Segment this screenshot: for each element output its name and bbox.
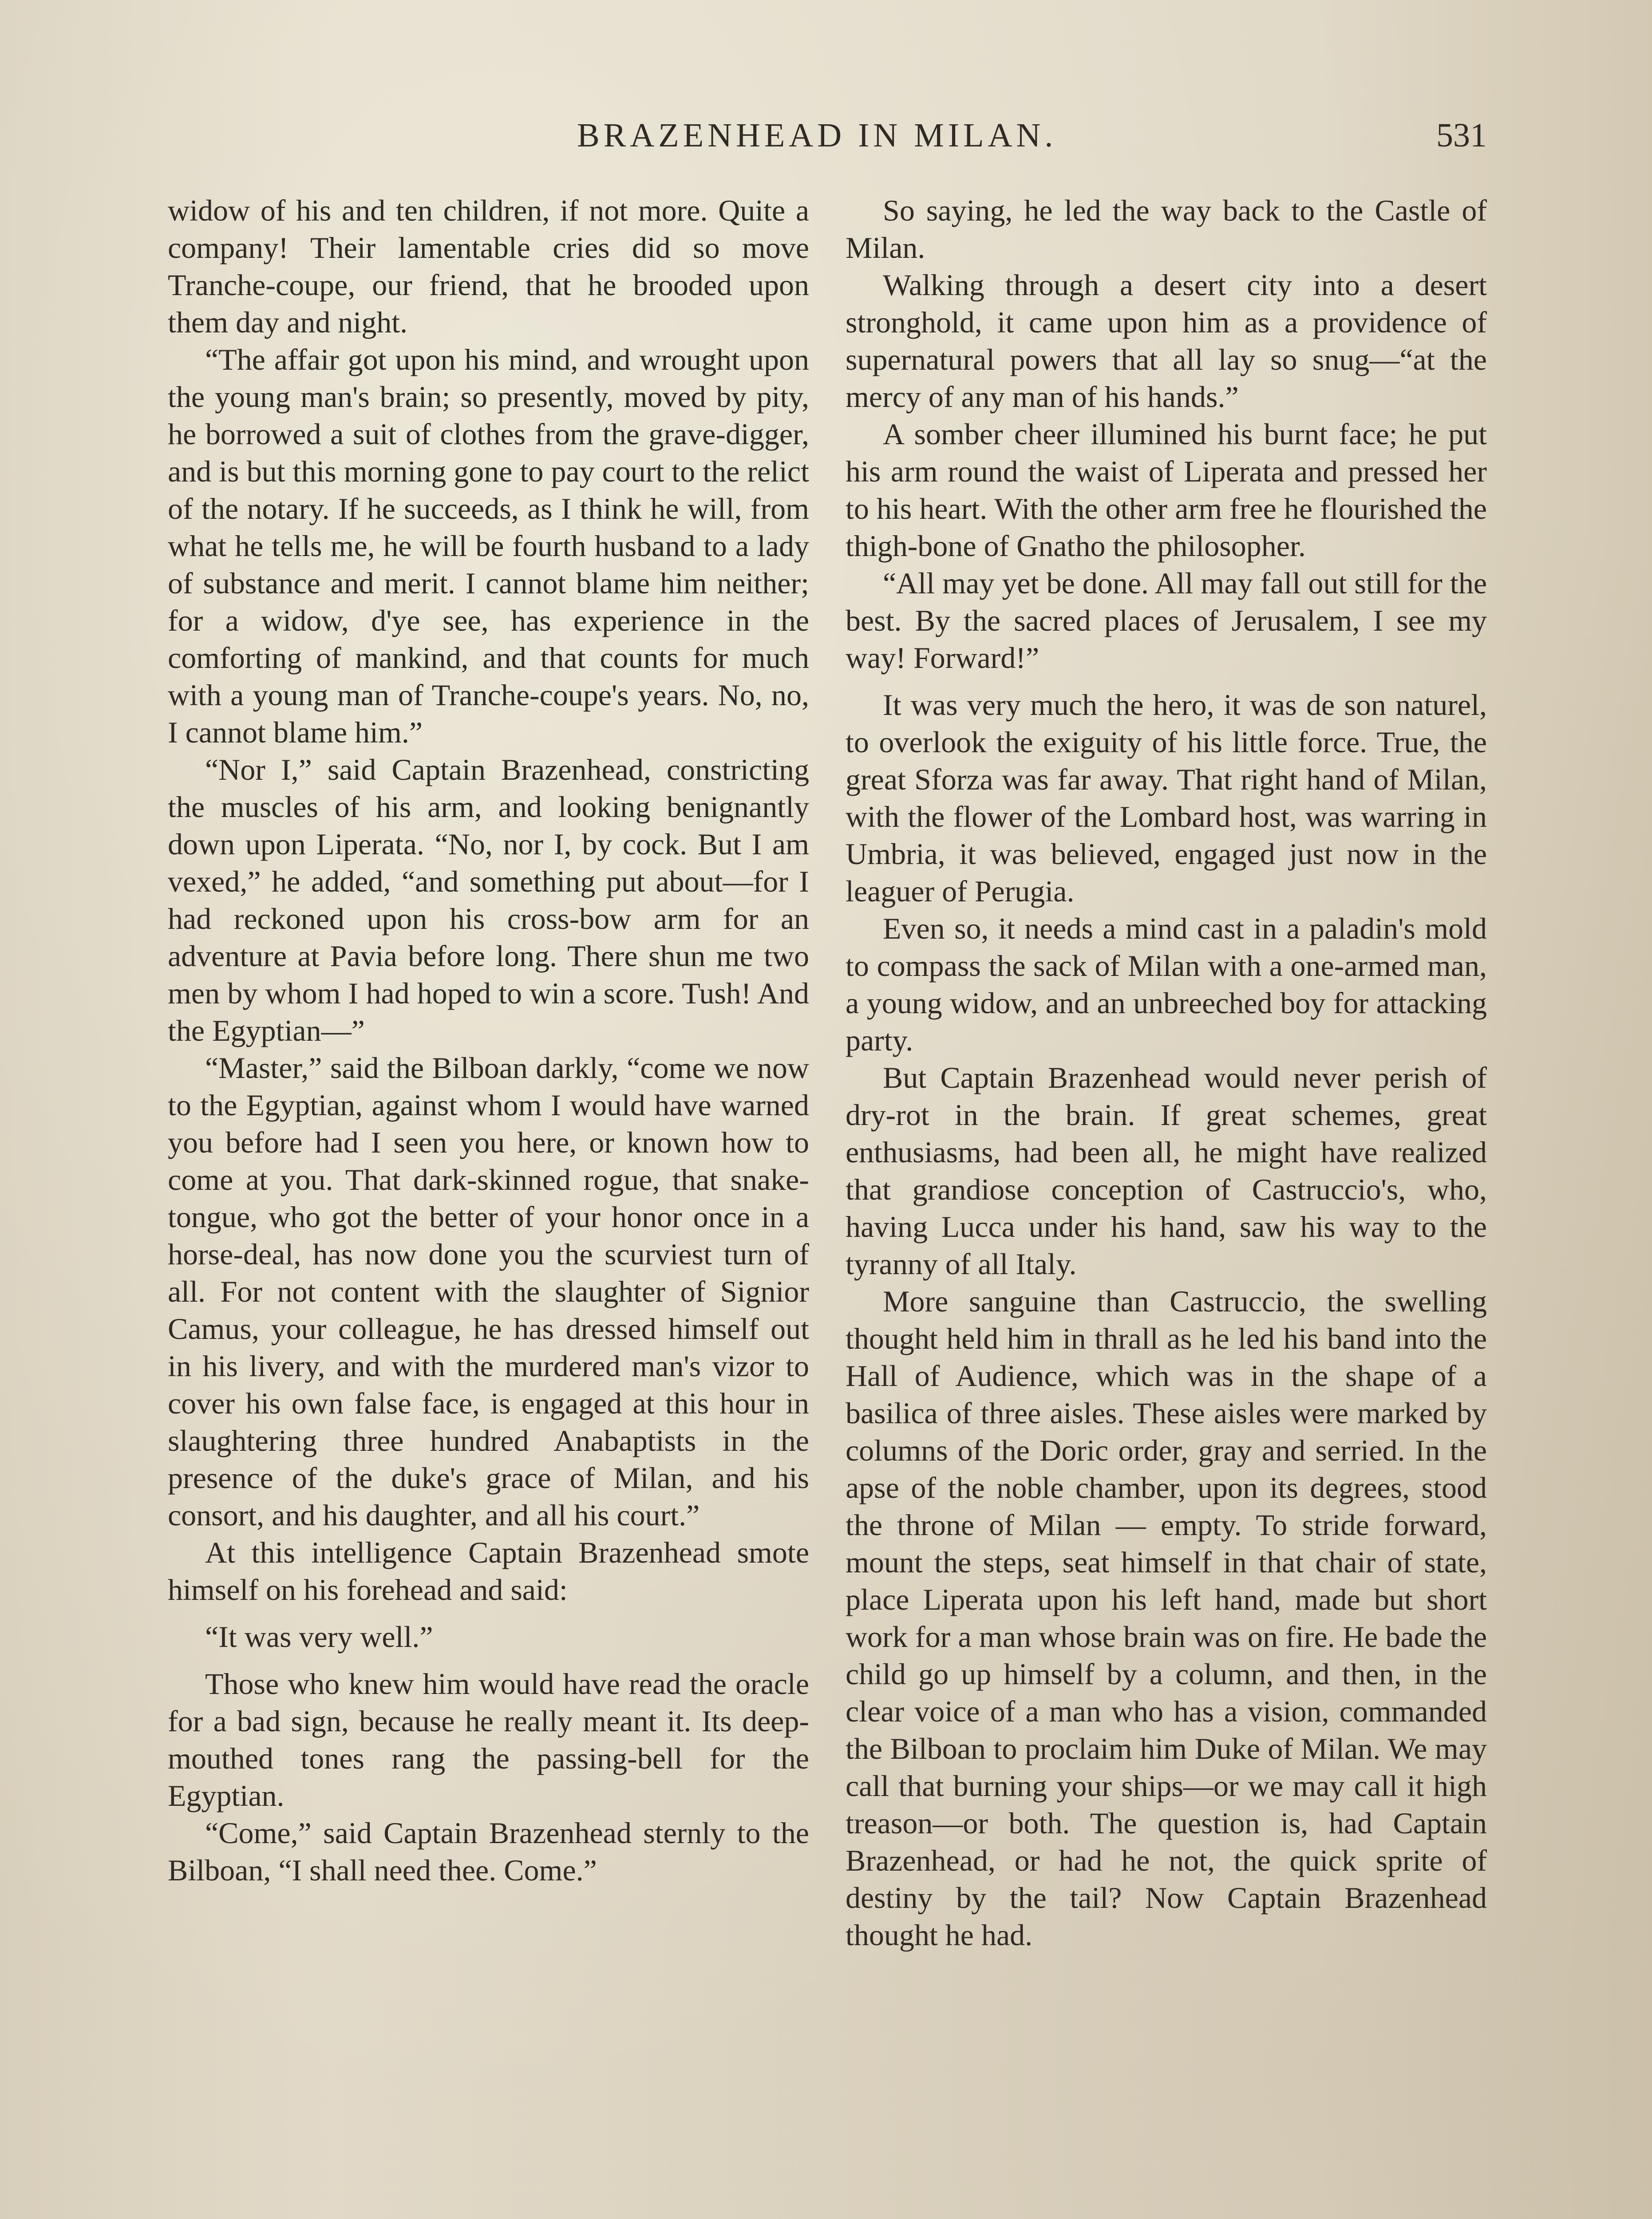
running-header	[169, 116, 1487, 165]
page-number: 531	[1436, 117, 1487, 154]
paragraph: widow of his and ten children, if not more. Quite a company! Their lamentable cries did so move Tranche-coupe, our friend, that he brooded upon them day and night.	[168, 193, 809, 339]
paragraph: But Captain Brazenhead would never perish of dry-rot in the brain. If great schemes, great enthusiasms, had been all, he might have realized that grandiose conception of Castruccio's, who, having Lucca under his hand, saw his way to the tyranny of all Italy.	[846, 1061, 1487, 1281]
right-column	[846, 192, 1487, 1954]
paragraph: Walking through a desert city into a desert stronghold, it came upon him as a providence of supernatural powers that all lay so snug—“at the mercy of any man of his hands.”	[846, 268, 1487, 414]
running-title: BRAZENHEAD IN MILAN.	[577, 117, 1057, 154]
left-column	[168, 192, 809, 1889]
paragraph: “Master,” said the Bilboan darkly, “come we now to the Egyptian, against whom I would have warned you before had I seen you here, or known how to come at you. That dark-skinned rogue, that snake-tongue, who got the better of your honor once in a horse-deal, has now done you the scurviest turn of all. For not content with the slaughter of Signior Camus, your colleague, he has dressed himself out in his livery, and with the murdered man's vizor to cover his own false face, is engaged at this hour in slaughtering three hundred Anabaptists in the presence of the duke's grace of Milan, and his consort, and his daughter, and all his court.”	[168, 1051, 809, 1532]
paragraph: “It was very well.”	[205, 1620, 433, 1654]
paragraph: More sanguine than Castruccio, the swelling thought held him in thrall as he led his band into the Hall of Audience, which was in the shape of a basilica of three aisles. These aisles were marked by columns of the Doric order, gray and serried. In the apse of the noble chamber, upon its degrees, stood the throne of Milan — empty. To stride forward, mount the steps, seat himself in that chair of state, place Liperata upon his left hand, made but short work for a man whose brain was on fire. He bade the child go up himself by a column, and then, in the clear voice of a man who has a vision, commanded the Bilboan to proclaim him Duke of Milan. We may call that burning your ships—or we may call it high treason—or both. The question is, had Captain Brazenhead, or had he not, the quick sprite of destiny by the tail? Now Captain Brazenhead thought he had.	[846, 1284, 1487, 1952]
paragraph: Those who knew him would have read the oracle for a bad sign, because he really meant it. Its deep-mouthed tones rang the passing-bell for the Egyptian.	[168, 1667, 809, 1812]
paragraph: “Come,” said Captain Brazenhead sternly to the Bilboan, “I shall need thee. Come.”	[168, 1816, 809, 1887]
paragraph: A somber cheer illumined his burnt face; he put his arm round the waist of Liperata and pressed her to his heart. With the other arm free he flourished the thigh-bone of Gnatho the philosopher.	[846, 417, 1487, 563]
paragraph: It was very much the hero, it was de son naturel, to overlook the exiguity of his little force. True, the great Sforza was far away. That right hand of Milan, with the flower of the Lombard host, was warring in Umbria, it was believed, engaged just now in the leaguer of Perugia.	[846, 688, 1487, 908]
paragraph: “The affair got upon his mind, and wrought upon the young man's brain; so presently, moved by pity, he borrowed a suit of clothes from the grave-digger, and is but this morning gone to pay court to the relict of the notary. If he succeeds, as I think he will, from what he tells me, he will be fourth husband to a lady of substance and merit. I cannot blame him neither; for a widow, d'ye see, has experience in the comforting of mankind, and that counts for much with a young man of Tranche-coupe's years. No, no, I cannot blame him.”	[168, 343, 809, 749]
paragraph: “Nor I,” said Captain Brazenhead, constricting the muscles of his arm, and looking benignantly down upon Liperata. “No, nor I, by cock. But I am vexed,” he added, “and something put about—for I had reckoned upon his cross-bow arm for an adventure at Pavia before long. There shun me two men by whom I had hoped to win a score. Tush! And the Egyptian—”	[168, 753, 809, 1047]
paragraph: At this intelligence Captain Brazenhead smote himself on his forehead and said:	[168, 1536, 809, 1607]
paragraph: “All may yet be done. All may fall out still for the best. By the sacred places of Jerusalem, I see my way! Forward!”	[846, 566, 1487, 675]
paragraph: So saying, he led the way back to the Castle of Milan.	[846, 193, 1487, 265]
paragraph: Even so, it needs a mind cast in a paladin's mold to compass the sack of Milan with a one-armed man, a young widow, and an unbreeched boy for attacking party.	[846, 912, 1487, 1057]
